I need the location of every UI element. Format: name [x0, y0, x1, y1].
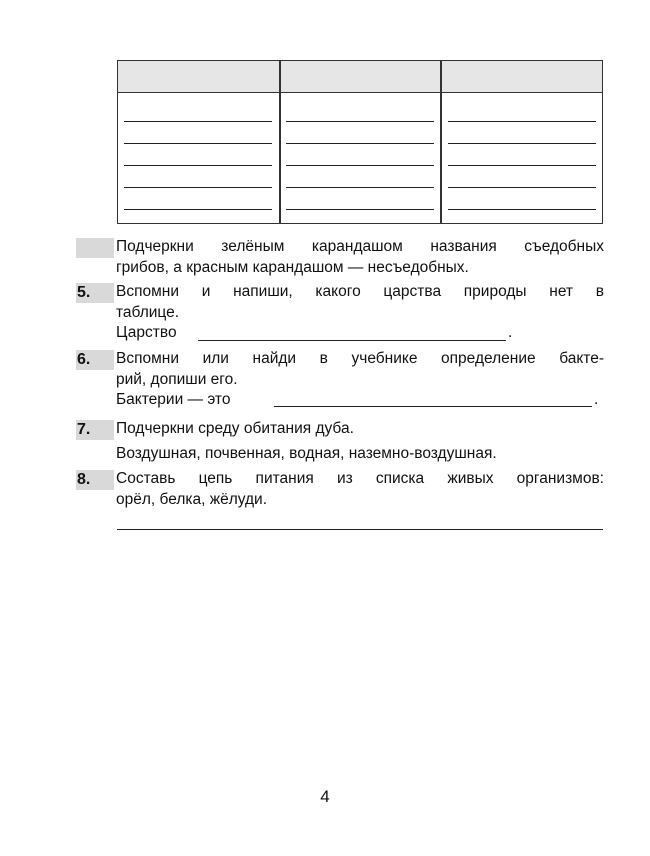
- task-8-text-line-1: Составь цепь питания из списка живых организмов:: [116, 470, 604, 487]
- answer-line[interactable]: [286, 209, 434, 210]
- answer-line[interactable]: [124, 165, 272, 166]
- answer-line[interactable]: [286, 165, 434, 166]
- answer-line[interactable]: [448, 209, 596, 210]
- task-5-answer-line[interactable]: [198, 340, 506, 341]
- answer-line[interactable]: [286, 187, 434, 188]
- page-number: 4: [320, 787, 330, 806]
- task-4-text-line-2: грибов, а красным карандашом — несъедобных.: [116, 259, 469, 276]
- answer-line[interactable]: [124, 121, 272, 122]
- task-6-answer-end: .: [594, 391, 599, 408]
- answer-line[interactable]: [448, 143, 596, 144]
- task-6-answer-label: Бактерии — это: [116, 391, 231, 408]
- task-number-badge: [76, 238, 114, 258]
- task-number-badge: 8.: [76, 470, 114, 490]
- table-header-row: [118, 61, 602, 93]
- task-8-text-line-2: орёл, белка, жёлуди.: [116, 491, 268, 508]
- task-6-text-line-1: Вспомни или найди в учебнике определение бакте-: [116, 350, 604, 367]
- task-5-answer-end: .: [508, 324, 513, 341]
- task-7-text: Подчеркни среду обитания дуба.: [116, 420, 354, 437]
- task-number-badge: 7.: [76, 420, 114, 440]
- answer-line[interactable]: [124, 187, 272, 188]
- answer-line[interactable]: [124, 209, 272, 210]
- task-8-answer-line[interactable]: [117, 529, 603, 530]
- task-5-text-line-2: таблице.: [116, 304, 180, 321]
- task-4-text-line-1: Подчеркни зелёным карандашом названия съедобных: [116, 238, 604, 255]
- answer-line[interactable]: [286, 121, 434, 122]
- grid-table: [117, 60, 603, 224]
- task-7-options[interactable]: Воздушная, почвенная, водная, наземно-воздушная.: [116, 445, 497, 462]
- task-number-badge: 6.: [76, 350, 114, 370]
- task-number-badge: 5.: [76, 283, 114, 303]
- answer-line[interactable]: [448, 165, 596, 166]
- table-column-divider: [440, 61, 442, 223]
- task-6-text-line-2: рий, допиши его.: [116, 371, 238, 388]
- task-6-answer-line[interactable]: [274, 406, 592, 407]
- table-column-divider: [279, 61, 281, 223]
- answer-line[interactable]: [448, 187, 596, 188]
- answer-line[interactable]: [286, 143, 434, 144]
- answer-line[interactable]: [124, 143, 272, 144]
- task-5-text-line-1: Вспомни и напиши, какого царства природы нет в: [116, 283, 604, 300]
- task-5-answer-label: Царство: [116, 324, 177, 341]
- answer-line[interactable]: [448, 121, 596, 122]
